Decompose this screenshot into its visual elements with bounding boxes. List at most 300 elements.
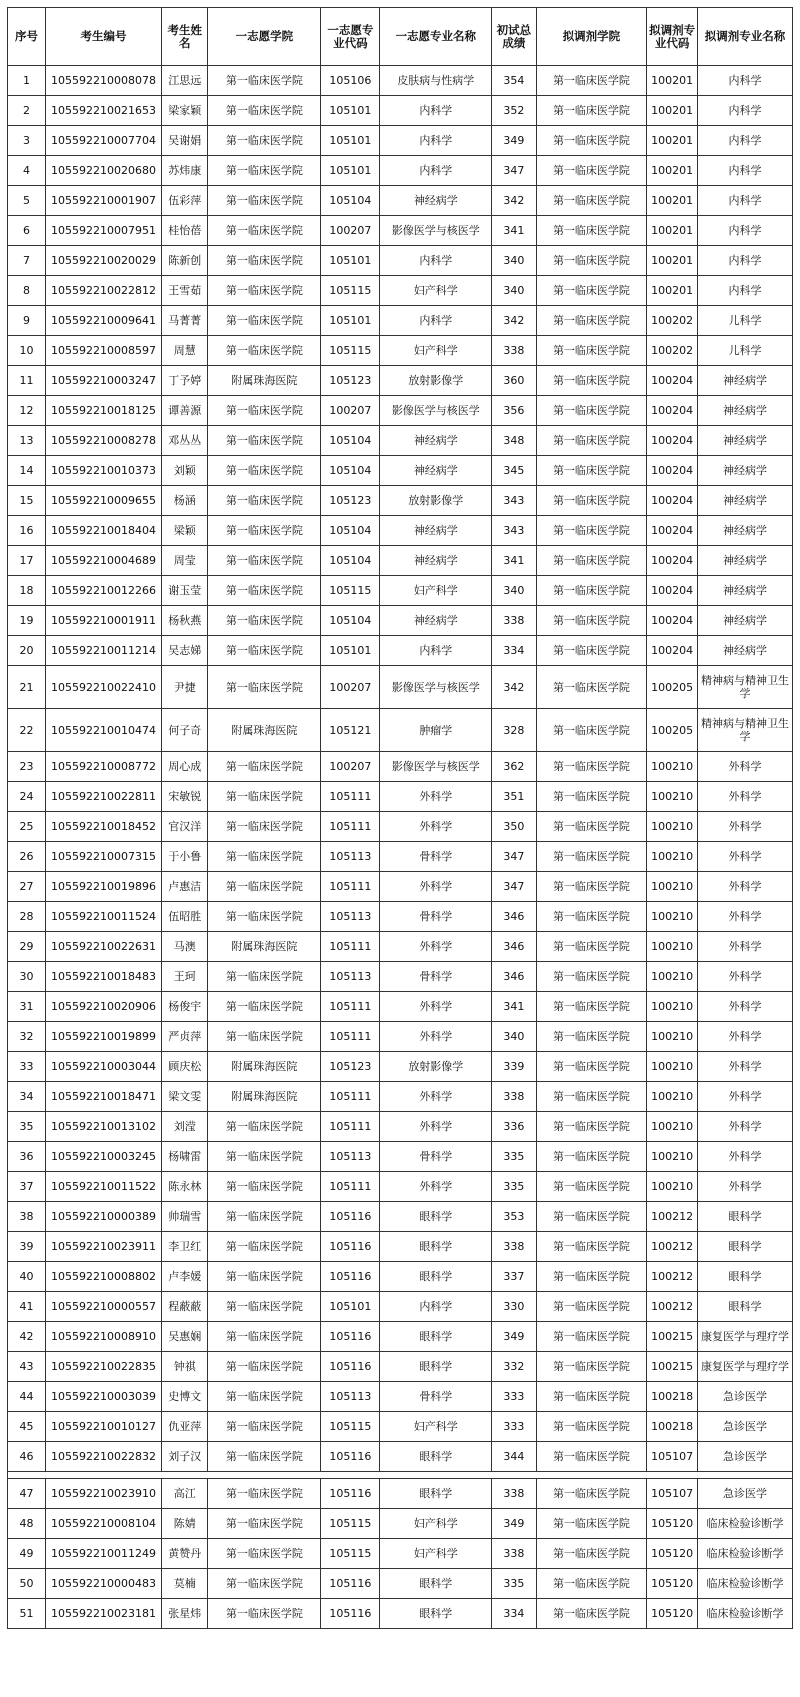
cell-first-choice-school: 第一临床医学院 xyxy=(208,1569,321,1599)
cell-exam-id: 105592210008802 xyxy=(45,1262,161,1292)
cell-score: 338 xyxy=(492,336,536,366)
cell-first-choice-major: 眼科学 xyxy=(380,1442,492,1472)
cell-first-choice-major: 外科学 xyxy=(380,1172,492,1202)
cell-exam-id: 105592210022811 xyxy=(45,782,161,812)
cell-name: 周慧 xyxy=(162,336,208,366)
cell-target-code: 105120 xyxy=(647,1569,698,1599)
cell-first-choice-school: 第一临床医学院 xyxy=(208,516,321,546)
table-row xyxy=(8,1142,793,1172)
table-row xyxy=(8,306,793,336)
cell-first-choice-major: 外科学 xyxy=(380,782,492,812)
cell-first-choice-code: 105106 xyxy=(321,66,380,96)
cell-target-major: 外科学 xyxy=(697,932,792,962)
cell-first-choice-major: 妇产科学 xyxy=(380,1539,492,1569)
cell-first-choice-code: 100207 xyxy=(321,216,380,246)
cell-score: 352 xyxy=(492,96,536,126)
cell-index: 8 xyxy=(8,276,46,306)
cell-exam-id: 105592210023911 xyxy=(45,1232,161,1262)
cell-target-school: 第一临床医学院 xyxy=(536,606,647,636)
table-row xyxy=(8,1352,793,1382)
cell-target-school: 第一临床医学院 xyxy=(536,1599,647,1629)
cell-exam-id: 105592210023181 xyxy=(45,1599,161,1629)
cell-index: 22 xyxy=(8,709,46,752)
cell-first-choice-code: 105104 xyxy=(321,546,380,576)
cell-score: 346 xyxy=(492,962,536,992)
cell-first-choice-major: 眼科学 xyxy=(380,1599,492,1629)
table-row xyxy=(8,426,793,456)
cell-exam-id: 105592210019899 xyxy=(45,1022,161,1052)
cell-first-choice-major: 眼科学 xyxy=(380,1232,492,1262)
cell-name: 顾庆松 xyxy=(162,1052,208,1082)
cell-first-choice-code: 105111 xyxy=(321,992,380,1022)
cell-first-choice-school: 第一临床医学院 xyxy=(208,1352,321,1382)
cell-target-major: 儿科学 xyxy=(697,336,792,366)
cell-score: 349 xyxy=(492,126,536,156)
cell-score: 339 xyxy=(492,1052,536,1082)
cell-target-code: 100204 xyxy=(647,486,698,516)
cell-target-major: 神经病学 xyxy=(697,456,792,486)
cell-first-choice-major: 影像医学与核医学 xyxy=(380,216,492,246)
cell-first-choice-school: 第一临床医学院 xyxy=(208,1412,321,1442)
cell-exam-id: 105592210008078 xyxy=(45,66,161,96)
cell-target-major: 眼科学 xyxy=(697,1202,792,1232)
cell-exam-id: 105592210008278 xyxy=(45,426,161,456)
cell-target-major: 眼科学 xyxy=(697,1262,792,1292)
cell-name: 梁文雯 xyxy=(162,1082,208,1112)
cell-index: 45 xyxy=(8,1412,46,1442)
cell-target-major: 神经病学 xyxy=(697,366,792,396)
cell-target-major: 儿科学 xyxy=(697,306,792,336)
cell-first-choice-major: 妇产科学 xyxy=(380,276,492,306)
cell-score: 340 xyxy=(492,246,536,276)
cell-target-school: 第一临床医学院 xyxy=(536,216,647,246)
cell-target-school: 第一临床医学院 xyxy=(536,1539,647,1569)
cell-target-major: 眼科学 xyxy=(697,1292,792,1322)
cell-index: 37 xyxy=(8,1172,46,1202)
cell-score: 345 xyxy=(492,456,536,486)
table-row xyxy=(8,126,793,156)
cell-name: 莫楠 xyxy=(162,1569,208,1599)
cell-target-school: 第一临床医学院 xyxy=(536,1202,647,1232)
cell-index: 47 xyxy=(8,1479,46,1509)
table-row xyxy=(8,1262,793,1292)
cell-target-school: 第一临床医学院 xyxy=(536,546,647,576)
cell-first-choice-school: 第一临床医学院 xyxy=(208,1509,321,1539)
cell-index: 18 xyxy=(8,576,46,606)
cell-target-major: 眼科学 xyxy=(697,1232,792,1262)
cell-index: 19 xyxy=(8,606,46,636)
cell-first-choice-school: 第一临床医学院 xyxy=(208,546,321,576)
cell-target-school: 第一临床医学院 xyxy=(536,1262,647,1292)
cell-first-choice-school: 第一临床医学院 xyxy=(208,1442,321,1472)
cell-exam-id: 105592210021653 xyxy=(45,96,161,126)
cell-target-school: 第一临床医学院 xyxy=(536,336,647,366)
cell-target-school: 第一临床医学院 xyxy=(536,812,647,842)
cell-target-school: 第一临床医学院 xyxy=(536,666,647,709)
cell-exam-id: 105592210008104 xyxy=(45,1509,161,1539)
cell-score: 353 xyxy=(492,1202,536,1232)
cell-index: 6 xyxy=(8,216,46,246)
cell-target-school: 第一临床医学院 xyxy=(536,1382,647,1412)
cell-target-school: 第一临床医学院 xyxy=(536,1172,647,1202)
cell-first-choice-school: 第一临床医学院 xyxy=(208,842,321,872)
cell-name: 伍昭胜 xyxy=(162,902,208,932)
cell-index: 28 xyxy=(8,902,46,932)
cell-target-code: 100210 xyxy=(647,872,698,902)
cell-target-school: 第一临床医学院 xyxy=(536,782,647,812)
cell-first-choice-major: 内科学 xyxy=(380,306,492,336)
header-cell-target-school: 拟调剂学院 xyxy=(536,8,647,66)
cell-first-choice-major: 眼科学 xyxy=(380,1479,492,1509)
cell-exam-id: 105592210003245 xyxy=(45,1142,161,1172)
cell-name: 尹捷 xyxy=(162,666,208,709)
cell-name: 钟祺 xyxy=(162,1352,208,1382)
cell-index: 1 xyxy=(8,66,46,96)
cell-score: 340 xyxy=(492,276,536,306)
table-row xyxy=(8,842,793,872)
cell-target-code: 105107 xyxy=(647,1479,698,1509)
cell-first-choice-major: 外科学 xyxy=(380,872,492,902)
cell-score: 338 xyxy=(492,1479,536,1509)
cell-first-choice-code: 105116 xyxy=(321,1232,380,1262)
cell-first-choice-code: 105111 xyxy=(321,1112,380,1142)
cell-target-code: 100210 xyxy=(647,1052,698,1082)
cell-first-choice-school: 第一临床医学院 xyxy=(208,1599,321,1629)
admissions-table-container xyxy=(7,7,793,1629)
table-row xyxy=(8,246,793,276)
table-row xyxy=(8,456,793,486)
cell-name: 帅瑞雪 xyxy=(162,1202,208,1232)
cell-first-choice-school: 第一临床医学院 xyxy=(208,1112,321,1142)
table-row xyxy=(8,1539,793,1569)
cell-exam-id: 105592210020680 xyxy=(45,156,161,186)
cell-score: 343 xyxy=(492,486,536,516)
cell-index: 44 xyxy=(8,1382,46,1412)
cell-first-choice-school: 第一临床医学院 xyxy=(208,812,321,842)
cell-first-choice-school: 第一临床医学院 xyxy=(208,1172,321,1202)
cell-first-choice-school: 第一临床医学院 xyxy=(208,486,321,516)
cell-first-choice-school: 第一临床医学院 xyxy=(208,902,321,932)
table-row xyxy=(8,606,793,636)
cell-index: 29 xyxy=(8,932,46,962)
cell-index: 51 xyxy=(8,1599,46,1629)
cell-exam-id: 105592210022812 xyxy=(45,276,161,306)
cell-name: 宋敏锐 xyxy=(162,782,208,812)
cell-target-major: 神经病学 xyxy=(697,606,792,636)
cell-exam-id: 105592210001911 xyxy=(45,606,161,636)
cell-target-major: 急诊医学 xyxy=(697,1442,792,1472)
cell-first-choice-major: 影像医学与核医学 xyxy=(380,666,492,709)
cell-score: 338 xyxy=(492,606,536,636)
cell-target-code: 105107 xyxy=(647,1442,698,1472)
cell-first-choice-school: 第一临床医学院 xyxy=(208,276,321,306)
cell-index: 7 xyxy=(8,246,46,276)
cell-target-school: 第一临床医学院 xyxy=(536,576,647,606)
cell-index: 34 xyxy=(8,1082,46,1112)
cell-score: 346 xyxy=(492,902,536,932)
cell-first-choice-school: 附属珠海医院 xyxy=(208,932,321,962)
cell-target-major: 神经病学 xyxy=(697,576,792,606)
table-row xyxy=(8,186,793,216)
cell-exam-id: 105592210000483 xyxy=(45,1569,161,1599)
cell-first-choice-school: 第一临床医学院 xyxy=(208,216,321,246)
cell-target-code: 100205 xyxy=(647,666,698,709)
cell-first-choice-code: 105101 xyxy=(321,96,380,126)
cell-first-choice-major: 内科学 xyxy=(380,156,492,186)
cell-target-code: 100212 xyxy=(647,1262,698,1292)
cell-first-choice-school: 第一临床医学院 xyxy=(208,336,321,366)
cell-target-major: 神经病学 xyxy=(697,486,792,516)
table-row xyxy=(8,96,793,126)
cell-first-choice-major: 外科学 xyxy=(380,1112,492,1142)
cell-first-choice-code: 105116 xyxy=(321,1599,380,1629)
cell-name: 吴志娣 xyxy=(162,636,208,666)
cell-first-choice-school: 第一临床医学院 xyxy=(208,1382,321,1412)
cell-first-choice-major: 骨科学 xyxy=(380,1142,492,1172)
cell-exam-id: 105592210008772 xyxy=(45,752,161,782)
cell-target-school: 第一临床医学院 xyxy=(536,902,647,932)
cell-target-code: 100210 xyxy=(647,932,698,962)
cell-target-code: 100201 xyxy=(647,276,698,306)
cell-target-school: 第一临床医学院 xyxy=(536,366,647,396)
cell-index: 30 xyxy=(8,962,46,992)
cell-index: 42 xyxy=(8,1322,46,1352)
cell-first-choice-major: 放射影像学 xyxy=(380,486,492,516)
cell-exam-id: 105592210003247 xyxy=(45,366,161,396)
cell-name: 周心成 xyxy=(162,752,208,782)
header-cell-first-choice-code: 一志愿专业代码 xyxy=(321,8,380,66)
cell-exam-id: 105592210007315 xyxy=(45,842,161,872)
cell-index: 35 xyxy=(8,1112,46,1142)
adjustment-list-table xyxy=(7,7,793,1629)
cell-name: 何子奇 xyxy=(162,709,208,752)
cell-exam-id: 105592210022410 xyxy=(45,666,161,709)
cell-index: 5 xyxy=(8,186,46,216)
cell-name: 吴惠娴 xyxy=(162,1322,208,1352)
cell-name: 江思远 xyxy=(162,66,208,96)
cell-first-choice-major: 神经病学 xyxy=(380,426,492,456)
table-row xyxy=(8,709,793,752)
cell-name: 刘子汉 xyxy=(162,1442,208,1472)
cell-score: 354 xyxy=(492,66,536,96)
cell-target-school: 第一临床医学院 xyxy=(536,1412,647,1442)
table-row xyxy=(8,546,793,576)
cell-target-major: 内科学 xyxy=(697,96,792,126)
cell-target-school: 第一临床医学院 xyxy=(536,1142,647,1172)
cell-target-code: 100202 xyxy=(647,306,698,336)
cell-index: 9 xyxy=(8,306,46,336)
cell-name: 史博文 xyxy=(162,1382,208,1412)
table-row xyxy=(8,902,793,932)
cell-target-code: 100212 xyxy=(647,1232,698,1262)
table-row xyxy=(8,932,793,962)
cell-score: 340 xyxy=(492,576,536,606)
cell-first-choice-school: 第一临床医学院 xyxy=(208,992,321,1022)
cell-target-code: 105120 xyxy=(647,1509,698,1539)
cell-score: 362 xyxy=(492,752,536,782)
cell-target-code: 105120 xyxy=(647,1599,698,1629)
cell-target-school: 第一临床医学院 xyxy=(536,842,647,872)
cell-target-code: 100212 xyxy=(647,1292,698,1322)
cell-name: 马菁菁 xyxy=(162,306,208,336)
cell-first-choice-major: 外科学 xyxy=(380,1082,492,1112)
cell-target-code: 100210 xyxy=(647,842,698,872)
cell-index: 12 xyxy=(8,396,46,426)
cell-target-major: 神经病学 xyxy=(697,426,792,456)
cell-target-code: 100204 xyxy=(647,546,698,576)
cell-target-school: 第一临床医学院 xyxy=(536,396,647,426)
cell-index: 23 xyxy=(8,752,46,782)
cell-name: 邓丛丛 xyxy=(162,426,208,456)
cell-target-major: 康复医学与理疗学 xyxy=(697,1322,792,1352)
cell-index: 10 xyxy=(8,336,46,366)
cell-first-choice-code: 105111 xyxy=(321,812,380,842)
cell-target-code: 100201 xyxy=(647,66,698,96)
cell-exam-id: 105592210011214 xyxy=(45,636,161,666)
cell-first-choice-code: 105111 xyxy=(321,1082,380,1112)
cell-first-choice-major: 内科学 xyxy=(380,1292,492,1322)
table-row xyxy=(8,782,793,812)
cell-name: 张星炜 xyxy=(162,1599,208,1629)
cell-score: 342 xyxy=(492,306,536,336)
cell-first-choice-code: 105113 xyxy=(321,1142,380,1172)
cell-first-choice-school: 第一临床医学院 xyxy=(208,1292,321,1322)
cell-first-choice-major: 眼科学 xyxy=(380,1202,492,1232)
header-row xyxy=(8,8,793,66)
cell-first-choice-major: 放射影像学 xyxy=(380,1052,492,1082)
cell-first-choice-school: 第一临床医学院 xyxy=(208,1022,321,1052)
cell-name: 谭善源 xyxy=(162,396,208,426)
cell-name: 仇亚萍 xyxy=(162,1412,208,1442)
cell-first-choice-code: 105104 xyxy=(321,606,380,636)
cell-target-code: 100201 xyxy=(647,216,698,246)
table-row xyxy=(8,1412,793,1442)
cell-score: 335 xyxy=(492,1142,536,1172)
table-gap-cell xyxy=(8,1472,793,1479)
cell-name: 高江 xyxy=(162,1479,208,1509)
cell-name: 梁颖 xyxy=(162,516,208,546)
cell-target-school: 第一临床医学院 xyxy=(536,1569,647,1599)
cell-exam-id: 105592210008597 xyxy=(45,336,161,366)
cell-target-code: 100204 xyxy=(647,606,698,636)
cell-first-choice-major: 骨科学 xyxy=(380,902,492,932)
cell-first-choice-school: 第一临床医学院 xyxy=(208,752,321,782)
header-cell-score: 初试总成绩 xyxy=(492,8,536,66)
cell-first-choice-school: 第一临床医学院 xyxy=(208,1322,321,1352)
cell-index: 14 xyxy=(8,456,46,486)
cell-score: 335 xyxy=(492,1172,536,1202)
cell-name: 杨涵 xyxy=(162,486,208,516)
cell-exam-id: 105592210018471 xyxy=(45,1082,161,1112)
cell-first-choice-code: 105115 xyxy=(321,576,380,606)
cell-first-choice-major: 内科学 xyxy=(380,96,492,126)
cell-exam-id: 105592210004689 xyxy=(45,546,161,576)
cell-name: 马澳 xyxy=(162,932,208,962)
cell-first-choice-school: 第一临床医学院 xyxy=(208,782,321,812)
cell-first-choice-major: 肿瘤学 xyxy=(380,709,492,752)
cell-target-major: 临床检验诊断学 xyxy=(697,1539,792,1569)
cell-name: 刘颖 xyxy=(162,456,208,486)
cell-target-school: 第一临床医学院 xyxy=(536,516,647,546)
cell-name: 程蔽蔽 xyxy=(162,1292,208,1322)
cell-index: 32 xyxy=(8,1022,46,1052)
cell-first-choice-major: 外科学 xyxy=(380,812,492,842)
cell-exam-id: 105592210001907 xyxy=(45,186,161,216)
cell-target-major: 外科学 xyxy=(697,1142,792,1172)
cell-index: 26 xyxy=(8,842,46,872)
cell-exam-id: 105592210008910 xyxy=(45,1322,161,1352)
cell-first-choice-major: 妇产科学 xyxy=(380,336,492,366)
cell-target-code: 100210 xyxy=(647,962,698,992)
cell-first-choice-school: 附属珠海医院 xyxy=(208,366,321,396)
cell-target-code: 100215 xyxy=(647,1322,698,1352)
cell-first-choice-major: 眼科学 xyxy=(380,1352,492,1382)
cell-first-choice-major: 骨科学 xyxy=(380,962,492,992)
cell-name: 卢李媛 xyxy=(162,1262,208,1292)
cell-first-choice-school: 第一临床医学院 xyxy=(208,962,321,992)
table-row xyxy=(8,1599,793,1629)
cell-target-code: 100204 xyxy=(647,516,698,546)
cell-name: 杨啸雷 xyxy=(162,1142,208,1172)
cell-target-code: 100204 xyxy=(647,636,698,666)
cell-target-code: 100210 xyxy=(647,1022,698,1052)
cell-score: 340 xyxy=(492,1022,536,1052)
cell-first-choice-code: 105121 xyxy=(321,709,380,752)
cell-first-choice-code: 105113 xyxy=(321,842,380,872)
cell-target-code: 100210 xyxy=(647,902,698,932)
cell-score: 337 xyxy=(492,1262,536,1292)
table-row xyxy=(8,1112,793,1142)
cell-exam-id: 105592210011249 xyxy=(45,1539,161,1569)
cell-target-school: 第一临床医学院 xyxy=(536,186,647,216)
cell-score: 343 xyxy=(492,516,536,546)
cell-name: 谢玉莹 xyxy=(162,576,208,606)
cell-first-choice-school: 第一临床医学院 xyxy=(208,1232,321,1262)
cell-target-school: 第一临床医学院 xyxy=(536,1292,647,1322)
cell-first-choice-code: 105123 xyxy=(321,366,380,396)
cell-first-choice-school: 第一临床医学院 xyxy=(208,1262,321,1292)
cell-name: 杨秋燕 xyxy=(162,606,208,636)
table-row xyxy=(8,962,793,992)
cell-exam-id: 105592210022832 xyxy=(45,1442,161,1472)
cell-name: 丁予婷 xyxy=(162,366,208,396)
cell-target-major: 外科学 xyxy=(697,752,792,782)
cell-target-major: 外科学 xyxy=(697,1112,792,1142)
cell-exam-id: 105592210020906 xyxy=(45,992,161,1022)
cell-name: 杨俊宇 xyxy=(162,992,208,1022)
cell-exam-id: 105592210007704 xyxy=(45,126,161,156)
cell-exam-id: 105592210012266 xyxy=(45,576,161,606)
cell-score: 356 xyxy=(492,396,536,426)
cell-score: 360 xyxy=(492,366,536,396)
cell-target-code: 105120 xyxy=(647,1539,698,1569)
cell-target-major: 外科学 xyxy=(697,782,792,812)
cell-score: 348 xyxy=(492,426,536,456)
cell-target-code: 100201 xyxy=(647,126,698,156)
table-row xyxy=(8,1202,793,1232)
cell-first-choice-school: 附属珠海医院 xyxy=(208,709,321,752)
cell-exam-id: 105592210000557 xyxy=(45,1292,161,1322)
cell-first-choice-code: 105111 xyxy=(321,932,380,962)
cell-first-choice-school: 第一临床医学院 xyxy=(208,186,321,216)
cell-first-choice-major: 内科学 xyxy=(380,126,492,156)
cell-target-school: 第一临床医学院 xyxy=(536,1052,647,1082)
cell-exam-id: 105592210018125 xyxy=(45,396,161,426)
cell-exam-id: 105592210018452 xyxy=(45,812,161,842)
table-row xyxy=(8,872,793,902)
cell-first-choice-code: 105104 xyxy=(321,426,380,456)
cell-index: 39 xyxy=(8,1232,46,1262)
